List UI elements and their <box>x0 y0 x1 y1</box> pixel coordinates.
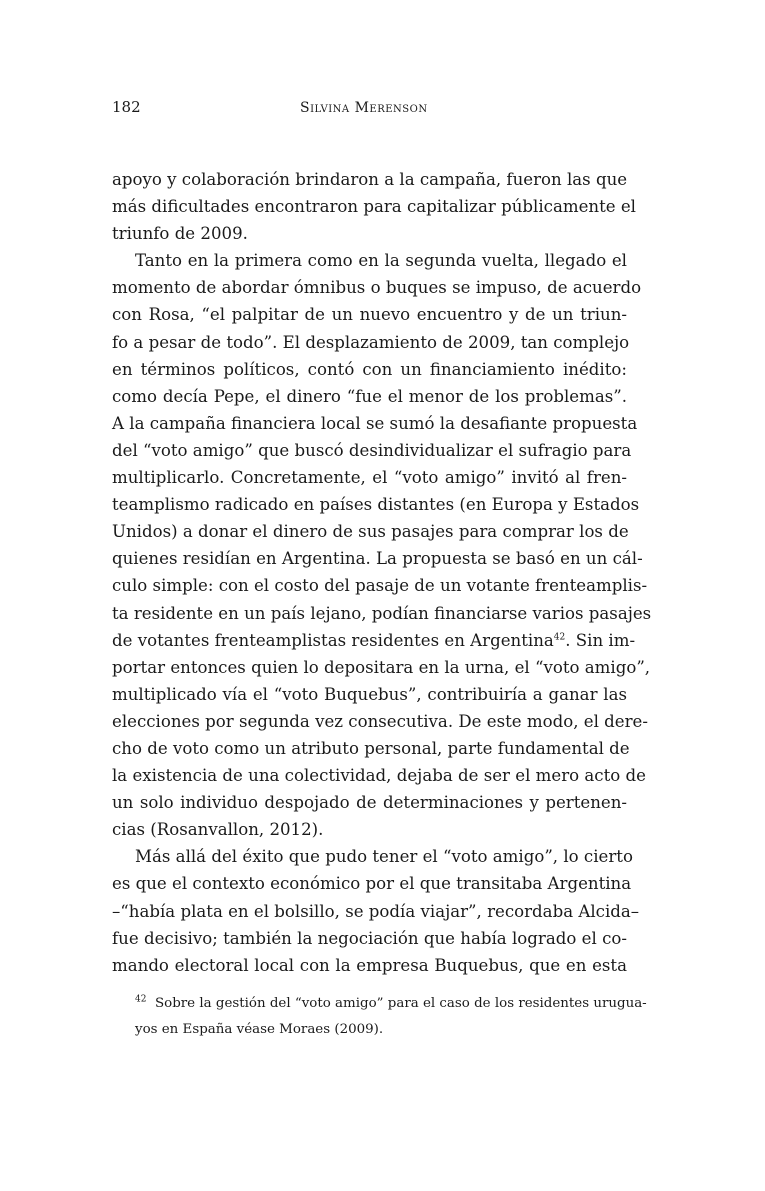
text-line: ta residente en un país lejano, podían financiarse varios pasajes <box>112 603 652 623</box>
body-text <box>112 166 652 979</box>
text-line: con Rosa, “el palpitar de un nuevo encuentro y de un triun- <box>112 305 627 325</box>
footnote-reference: 42 <box>553 632 566 643</box>
text-line: culo simple: con el costo del pasaje de un votante frenteamplis- <box>112 576 648 596</box>
text-line: más dificultades encontraron para capitalizar públicamente el <box>112 197 636 217</box>
text-line: –“había plata en el bolsillo, se podía viajar”, recordaba Alcida– <box>112 901 640 921</box>
text-segment: de votantes frenteamplistas residentes en Argentina <box>112 630 554 650</box>
footnote-text: Sobre la gestión del “voto amigo” para el caso de los residentes urugua- <box>154 996 647 1011</box>
text-line: fue decisivo; también la negociación que había logrado el co- <box>112 928 627 948</box>
text-line: cho de voto como un atributo personal, parte fundamental de <box>112 738 630 758</box>
footnote <box>112 991 647 1043</box>
text-line: como decía Pepe, el dinero “fue el menor de los problemas”. <box>112 386 627 406</box>
footnote-number: 42 <box>135 994 147 1005</box>
text-segment: . Sin im- <box>565 630 636 650</box>
text-line: un solo individuo despojado de determinaciones y pertenen- <box>112 793 627 813</box>
text-line: es que el contexto económico por el que transitaba Argentina <box>112 874 632 894</box>
text-line: momento de abordar ómnibus o buques se impuso, de acuerdo <box>112 278 642 298</box>
text-line: Unidos) a donar el dinero de sus pasajes para comprar los de <box>112 522 629 542</box>
text-line: Tanto en la primera como en la segunda vuelta, llegado el <box>135 251 627 271</box>
text-line: portar entonces quien lo depositara en la urna, el “voto amigo”, <box>112 657 651 677</box>
running-head: Silvina Merenson <box>300 100 428 116</box>
text-line: apoyo y colaboración brindaron a la campaña, fueron las que <box>112 170 628 189</box>
text-line: mando electoral local con la empresa Buquebus, que en esta <box>112 955 627 975</box>
text-line: del “voto amigo” que buscó desindividualizar el sufragio para <box>112 440 632 460</box>
text-line: elecciones por segunda vez consecutiva. De este modo, el dere- <box>112 711 648 731</box>
text-line: multiplicado vía el “voto Buquebus”, contribuiría a ganar las <box>112 684 627 704</box>
text-line: la existencia de una colectividad, dejaba de ser el mero acto de <box>112 766 646 786</box>
footnote-line: yos en España véase Moraes (2009). <box>135 1022 384 1037</box>
text-line: A la campaña financiera local se sumó la desafiante propuesta <box>112 413 638 433</box>
text-line: fo a pesar de todo”. El desplazamiento de 2009, tan complejo <box>112 332 630 352</box>
text-line: quienes residían en Argentina. La propuesta se basó en un cál- <box>112 549 643 569</box>
text-line: triunfo de 2009. <box>112 224 248 244</box>
text-line: Más allá del éxito que pudo tener el “voto amigo”, lo cierto <box>135 847 633 867</box>
text-line: teamplismo radicado en países distantes (en Europa y Estados <box>112 495 640 515</box>
text-line: multiplicarlo. Concretamente, el “voto amigo” invitó al fren- <box>112 468 627 488</box>
text-line-with-footnote-ref <box>112 627 636 654</box>
page-header <box>0 98 765 122</box>
footnote-line <box>112 991 647 1017</box>
text-line: cias (Rosanvallon, 2012). <box>112 820 324 840</box>
text-line: en términos políticos, contó con un financiamiento inédito: <box>112 359 627 379</box>
page-number: 182 <box>112 98 141 116</box>
